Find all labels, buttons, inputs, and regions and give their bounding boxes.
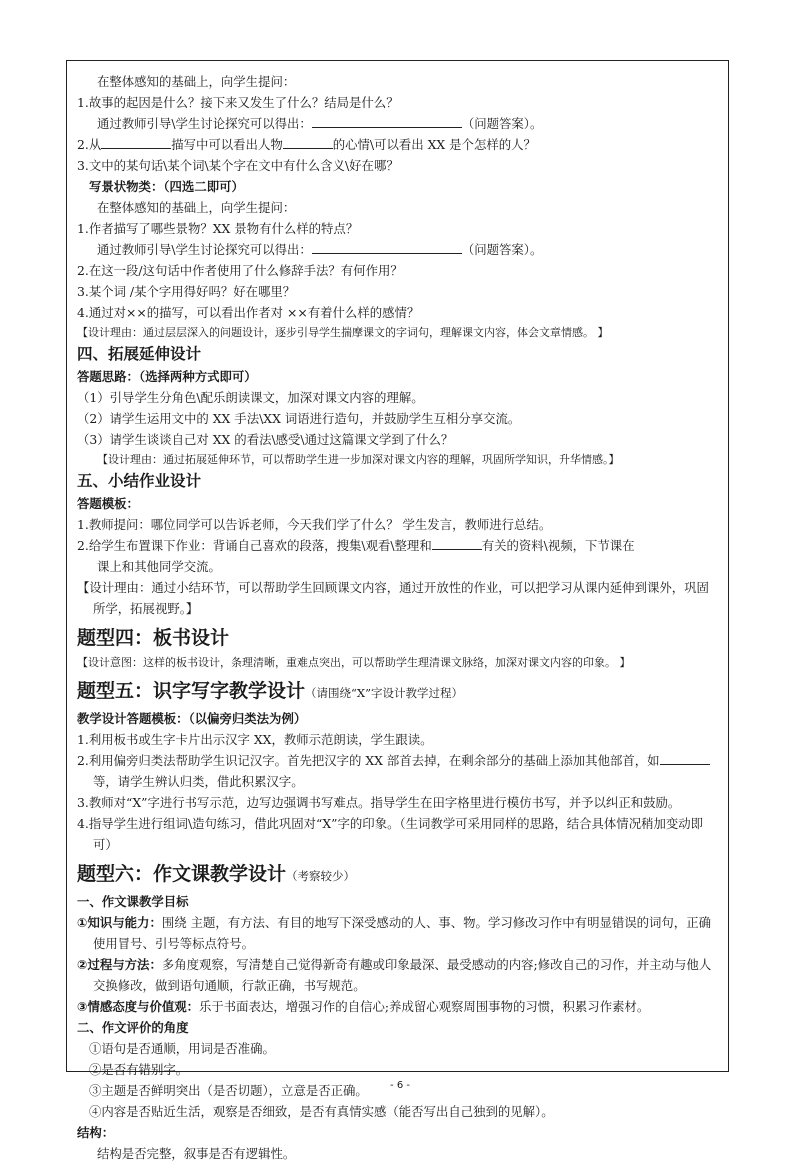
- answer-blank: [283, 135, 333, 149]
- design-rationale: 【设计理由：通过层层深入的问题设计，逐步引导学生揣摩课文的字词句，理解课文内容，体会文章情感。 】: [77, 326, 609, 339]
- answer-blank: [312, 240, 462, 254]
- question-line: 2.在这一段/这句话中作者使用了什么修辞手法？有何作用？: [77, 263, 403, 278]
- list-item: 4.指导学生进行组词\造句练习，借此巩固对“X”字的印象。（生词教学可采用同样的思路，结合具体情况稍加变动即可）: [77, 816, 704, 852]
- question-line: 3.某个词 /某个字用得好吗？好在哪里？: [77, 284, 296, 299]
- answer-blank: [101, 135, 171, 149]
- list-item: 2.给学生布置课下作业：背诵自己喜欢的段落，搜集\观看\整理和 有关的资料\视频，下节课在: [77, 538, 635, 553]
- question-line: 通过教师引导\学生讨论探究可以得出： （问题答案）。: [97, 116, 543, 131]
- text-line: 在整体感知的基础上，向学生提问：: [97, 200, 296, 215]
- topic-heading: 题型五：识字写字教学设计（请围绕“X”字设计教学过程）: [77, 680, 463, 702]
- subheading: 写景状物类：（四选二即可）: [89, 179, 244, 194]
- answer-label: 答题模板：: [77, 496, 139, 511]
- question-line: 3.文中的某句话\某个词\某个字在文中有什么含义\好在哪？: [77, 158, 399, 173]
- topic-heading: 题型四：板书设计: [77, 627, 230, 649]
- structure-label: 结构：: [77, 1125, 115, 1140]
- design-rationale: 【设计理由：通过小结环节，可以帮助学生回顾课文内容，通过开放性的作业，可以把学习从课内延伸到课外，巩固所学，拓展视野。】: [77, 580, 709, 616]
- list-item: （1）引导学生分角色\配乐朗读课文，加深对课文内容的理解。: [77, 390, 424, 405]
- list-item: 2.利用偏旁归类法帮助学生识记汉字。首先把汉字的 XX 部首去掉，在剩余部分的基础上添加其他部首，如等，请学生辨认归类，借此积累汉字。: [77, 750, 720, 792]
- list-item: （2）请学生运用文中的 XX 手法\XX 词语进行造句，并鼓励学生互相分享交流。: [77, 411, 521, 426]
- section-heading: 五、小结作业设计: [77, 472, 202, 490]
- topic-note: （请围绕“X”字设计教学过程）: [305, 686, 463, 700]
- objective-item: ③情感态度与价值观：乐于书面表达，增强习作的自信心;养成留心观察周围事物的习惯，积累习作素材。: [77, 999, 650, 1014]
- document-frame: [66, 60, 729, 1161]
- answer-blank: [432, 536, 482, 550]
- criteria-item: ②是否有错别字。: [89, 1062, 189, 1077]
- question-line: 4.通过对××的描写，可以看出作者对 ××有着什么样的感情？: [77, 305, 420, 320]
- list-item: 1.利用板书或生字卡片出示汉字 XX，教师示范朗读，学生跟读。: [77, 732, 433, 747]
- criteria-item: ①语句是否通顺，用词是否准确。: [89, 1041, 275, 1056]
- list-item: 课上和其他同学交流。: [97, 559, 221, 574]
- criteria-item: 结构是否完整，叙事是否有逻辑性。: [97, 1146, 296, 1161]
- design-rationale: 【设计意图：这样的板书设计，条理清晰，重难点突出，可以帮助学生理清课文脉络，加深对课文内容的印象。 】: [77, 656, 631, 669]
- criteria-item: ④内容是否贴近生活，观察是否细致，是否有真情实感（能否写出自己独到的见解）。: [89, 1104, 554, 1119]
- answer-blank: [312, 114, 462, 128]
- objective-item: ②过程与方法：多角度观察，写清楚自己觉得新奇有趣或印象最深、最受感动的内容;修改自己的习作，并主动与他人交换修改，做到语句通顺，行款正确，书写规范。: [77, 957, 712, 993]
- list-item: （3）请学生谈谈自己对 XX 的看法\感受\通过这篇课文学到了什么？: [77, 432, 454, 447]
- answer-label: 答题思路：（选择两种方式即可）: [77, 369, 257, 384]
- design-rationale: 【设计理由：通过拓展延伸环节，可以帮助学生进一步加深对课文内容的理解，巩固所学知识，升华情感。】: [97, 453, 620, 466]
- text-line: 在整体感知的基础上，向学生提问：: [97, 74, 296, 89]
- question-line: 通过教师引导\学生讨论探究可以得出： （问题答案）。: [97, 242, 543, 257]
- list-item: 1.教师提问：哪位同学可以告诉老师，今天我们学了什么？ 学生发言，教师进行总结。: [77, 517, 552, 532]
- question-line: 1.作者描写了哪些景物？XX 景物有什么样的特点？: [77, 221, 359, 236]
- topic-heading: 题型六：作文课教学设计（考察较少）: [77, 863, 356, 885]
- list-item: 3.教师对“X”字进行书写示范，边写边强调书写难点。指导学生在田字格里进行模仿书写，并予以纠正和鼓励。: [77, 795, 681, 810]
- question-line: 2.从 描写中可以看出人物 的心情\可以看出 XX 是个怎样的人？: [77, 137, 536, 152]
- document-content: [77, 71, 720, 1164]
- question-line: 1.故事的起因是什么？接下来又发生了什么？结局是什么？: [77, 95, 399, 110]
- criteria-item: ③主题是否鲜明突出（是否切题），立意是否正确。: [89, 1083, 368, 1098]
- page-number: - 6 -: [390, 1080, 410, 1091]
- answer-label: 教学设计答题模板：（以偏旁归类法为例）: [77, 711, 307, 726]
- answer-blank: [660, 751, 710, 765]
- topic-note: （考察较少）: [286, 869, 356, 883]
- objective-item: ①知识与能力：围绕 主题，有方法、有目的地写下深受感动的人、事、物。学习修改习作中有明显错误的词句，正确使用冒号、引号等标点符号。: [77, 915, 711, 951]
- subsection-heading: 一、作文课教学目标: [77, 894, 189, 909]
- subsection-heading: 二、作文评价的角度: [77, 1020, 189, 1035]
- section-heading: 四、拓展延伸设计: [77, 345, 202, 363]
